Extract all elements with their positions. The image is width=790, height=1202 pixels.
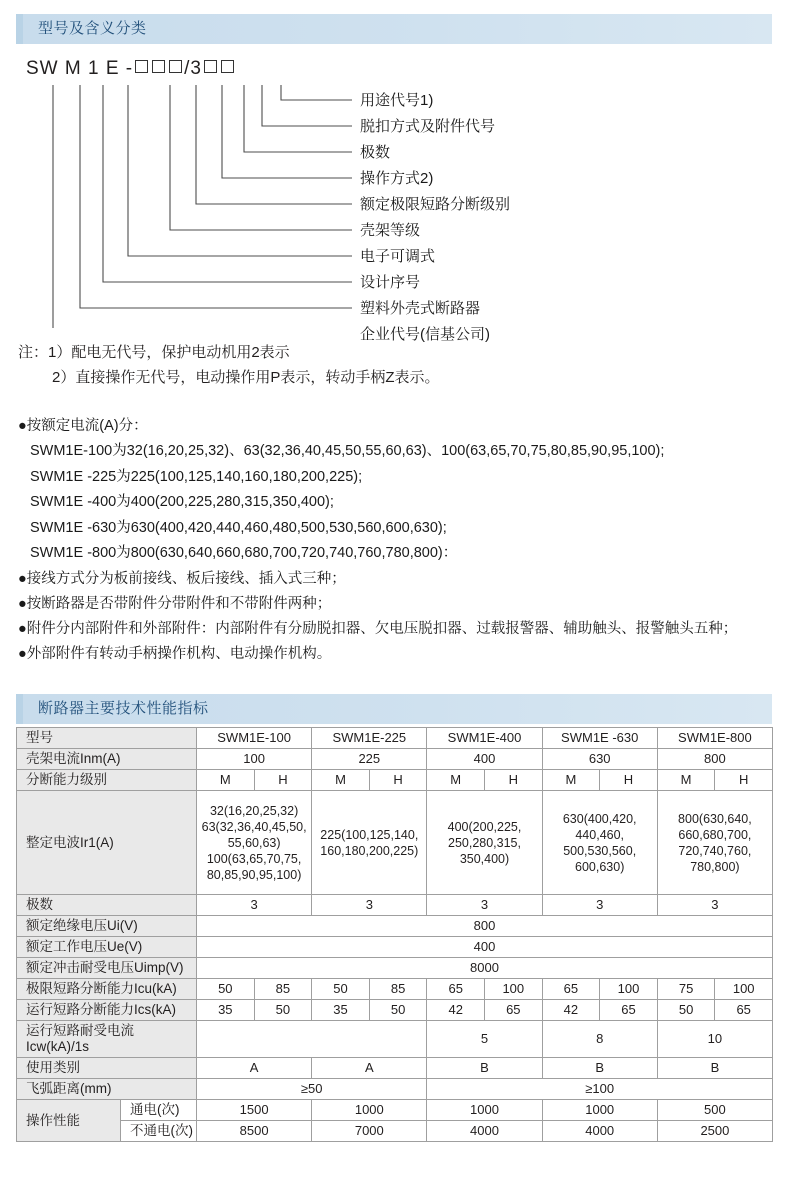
notes-block xyxy=(18,340,758,390)
diagram-label-4: 额定极限短路分断级别 xyxy=(360,196,511,213)
cell-icw-3: 10 xyxy=(657,1021,772,1058)
cell-grade-4: M xyxy=(427,770,485,791)
table-row-icw xyxy=(17,1021,773,1058)
cell-icu-3: 85 xyxy=(369,979,427,1000)
current-line-2: SWM1E -400为400(200,225,280,315,350,400); xyxy=(30,494,334,510)
row-label-uimp: 额定冲击耐受电压Uimp(V) xyxy=(17,958,197,979)
diagram-label-5: 壳架等级 xyxy=(360,222,421,239)
cell-icw-0 xyxy=(197,1021,427,1058)
cell-model-4: SWM1E-800 xyxy=(657,728,772,749)
spec-text-block xyxy=(18,414,778,667)
cell-ics-9: 65 xyxy=(715,1000,773,1021)
cell-model-2: SWM1E-400 xyxy=(427,728,542,749)
cell-inm-2: 400 xyxy=(427,749,542,770)
cell-ir1-4: 800(630,640, 660,680,700, 720,740,760, 780,800) xyxy=(657,791,772,895)
cell-poles-3: 3 xyxy=(542,895,657,916)
cell-inm-1: 225 xyxy=(312,749,427,770)
section-title-model: 型号及含义分类 xyxy=(38,20,147,37)
row-label-icu: 极限短路分断能力Icu(kA) xyxy=(17,979,197,1000)
cell-perf-on-1: 1000 xyxy=(312,1100,427,1121)
note-line-1: 注：1）配电无代号，保护电动机用2表示 xyxy=(18,344,290,361)
model-code-string: SW M 1 E - /3 xyxy=(26,58,236,80)
diagram-label-2: 极数 xyxy=(360,144,391,161)
cell-icw-1: 5 xyxy=(427,1021,542,1058)
cell-ics-1: 50 xyxy=(254,1000,312,1021)
cell-category-4: B xyxy=(657,1058,772,1079)
row-label-grade: 分断能力级别 xyxy=(17,770,197,791)
cell-icu-4: 65 xyxy=(427,979,485,1000)
cell-grade-6: M xyxy=(542,770,600,791)
cell-ics-0: 35 xyxy=(197,1000,255,1021)
cell-grade-5: H xyxy=(485,770,543,791)
cell-uimp-value: 8000 xyxy=(197,958,773,979)
diagram-label-1: 脱扣方式及附件代号 xyxy=(360,118,496,135)
table-row-model xyxy=(17,728,773,749)
cell-category-0: A xyxy=(197,1058,312,1079)
cell-inm-4: 800 xyxy=(657,749,772,770)
table-row-category xyxy=(17,1058,773,1079)
cell-ics-5: 65 xyxy=(485,1000,543,1021)
table-row-uimp xyxy=(17,958,773,979)
cell-category-1: A xyxy=(312,1058,427,1079)
table-row-perf-off xyxy=(17,1121,773,1142)
diagram-label-3: 操作方式2) xyxy=(360,170,434,187)
row-label-inm: 壳架电流Inm(A) xyxy=(17,749,197,770)
cell-perf-on-3: 1000 xyxy=(542,1100,657,1121)
cell-ics-7: 65 xyxy=(600,1000,658,1021)
current-line-1: SWM1E -225为225(100,125,140,160,180,200,225); xyxy=(30,468,363,485)
cell-grade-7: H xyxy=(600,770,658,791)
row-label-ir1: 整定电波Ir1(A) xyxy=(17,791,197,895)
cell-perf-off-4: 2500 xyxy=(657,1121,772,1142)
cell-model-3: SWM1E -630 xyxy=(542,728,657,749)
cell-icu-5: 100 xyxy=(485,979,543,1000)
cell-icu-6: 65 xyxy=(542,979,600,1000)
cell-icu-8: 75 xyxy=(657,979,715,1000)
diagram-label-7: 设计序号 xyxy=(360,274,421,291)
table-row-ue xyxy=(17,937,773,958)
cell-arc-1: ≥100 xyxy=(427,1079,773,1100)
cell-perf-on-2: 1000 xyxy=(427,1100,542,1121)
row-label-ui: 额定绝缘电压Ui(V) xyxy=(17,916,197,937)
cell-inm-3: 630 xyxy=(542,749,657,770)
section-title-specs: 断路器主要技术性能指标 xyxy=(38,700,209,717)
cell-poles-4: 3 xyxy=(657,895,772,916)
bullet-0: ●接线方式分为板前接线、板后接线、插入式三种； xyxy=(18,570,346,587)
cell-perf-on-0: 1500 xyxy=(197,1100,312,1121)
current-line-4: SWM1E -800为800(630,640,660,680,700,720,740,760,780,800)： xyxy=(30,545,458,561)
cell-model-1: SWM1E-225 xyxy=(312,728,427,749)
row-label-category: 使用类别 xyxy=(17,1058,197,1079)
current-rating-heading: ●按额定电流(A)分： xyxy=(18,418,148,434)
cell-ics-6: 42 xyxy=(542,1000,600,1021)
table-row-ui xyxy=(17,916,773,937)
cell-icu-0: 50 xyxy=(197,979,255,1000)
cell-icu-1: 85 xyxy=(254,979,312,1000)
row-label-perf: 操作性能 xyxy=(17,1100,121,1142)
cell-grade-2: M xyxy=(312,770,370,791)
cell-perf-off-2: 4000 xyxy=(427,1121,542,1142)
table-row-inm xyxy=(17,749,773,770)
row-label-arc: 飞弧距离(mm) xyxy=(17,1079,197,1100)
note-line-2: 2）直接操作无代号，电动操作用P表示，转动手柄Z表示。 xyxy=(52,369,440,386)
cell-ics-2: 35 xyxy=(312,1000,370,1021)
header-accent-bar xyxy=(16,14,23,44)
cell-category-3: B xyxy=(542,1058,657,1079)
row-label-icw: 运行短路耐受电流Icw(kA)/1s xyxy=(17,1021,197,1058)
technical-spec-table-wrap xyxy=(16,727,772,1142)
cell-perf-off-3: 4000 xyxy=(542,1121,657,1142)
cell-arc-0: ≥50 xyxy=(197,1079,427,1100)
cell-ir1-2: 400(200,225, 250,280,315, 350,400) xyxy=(427,791,542,895)
current-line-3: SWM1E -630为630(400,420,440,460,480,500,530,560,600,630); xyxy=(30,519,447,536)
cell-grade-1: H xyxy=(254,770,312,791)
cell-icu-9: 100 xyxy=(715,979,773,1000)
cell-ue-value: 400 xyxy=(197,937,773,958)
cell-grade-8: M xyxy=(657,770,715,791)
row-label-ue: 额定工作电压Ue(V) xyxy=(17,937,197,958)
section-header-model-classification xyxy=(16,14,772,44)
header-accent-bar-2 xyxy=(16,694,23,724)
bullet-2: ●附件分内部附件和外部附件：内部附件有分励脱扣器、欠电压脱扣器、过载报警器、辅助触头、报警触头五种； xyxy=(18,620,738,637)
cell-icu-7: 100 xyxy=(600,979,658,1000)
cell-grade-9: H xyxy=(715,770,773,791)
row-label-poles: 极数 xyxy=(17,895,197,916)
cell-ir1-0: 32(16,20,25,32) 63(32,36,40,45,50, 55,60,63) 100(63,65,70,75, 80,85,90,95,100) xyxy=(197,791,312,895)
cell-ir1-3: 630(400,420, 440,460, 500,530,560, 600,630) xyxy=(542,791,657,895)
row-label-perf-off: 不通电(次) xyxy=(121,1121,197,1142)
table-row-grade xyxy=(17,770,773,791)
cell-category-2: B xyxy=(427,1058,542,1079)
row-label-model: 型号 xyxy=(17,728,197,749)
cell-icw-2: 8 xyxy=(542,1021,657,1058)
table-row-poles xyxy=(17,895,773,916)
table-row-arc xyxy=(17,1079,773,1100)
cell-icu-2: 50 xyxy=(312,979,370,1000)
current-line-0: SWM1E-100为32(16,20,25,32)、63(32,36,40,45,50,55,60,63)、100(63,65,70,75,80,85,90,95,100); xyxy=(30,443,665,459)
cell-ics-8: 50 xyxy=(657,1000,715,1021)
cell-inm-0: 100 xyxy=(197,749,312,770)
cell-ics-4: 42 xyxy=(427,1000,485,1021)
cell-ir1-1: 225(100,125,140, 160,180,200,225) xyxy=(312,791,427,895)
cell-perf-off-1: 7000 xyxy=(312,1121,427,1142)
diagram-label-0: 用途代号1) xyxy=(360,92,434,109)
cell-poles-1: 3 xyxy=(312,895,427,916)
table-row-ir1 xyxy=(17,791,773,895)
cell-ics-3: 50 xyxy=(369,1000,427,1021)
cell-grade-3: H xyxy=(369,770,427,791)
table-row-perf-on xyxy=(17,1100,773,1121)
cell-grade-0: M xyxy=(197,770,255,791)
model-code-diagram xyxy=(0,58,790,343)
table-row-ics xyxy=(17,1000,773,1021)
diagram-label-9: 企业代号(信基公司) xyxy=(360,326,490,343)
cell-poles-2: 3 xyxy=(427,895,542,916)
bullet-1: ●按断路器是否带附件分带附件和不带附件两种； xyxy=(18,595,332,612)
bullet-3: ●外部附件有转动手柄操作机构、电动操作机构。 xyxy=(18,645,332,662)
section-header-tech-specs xyxy=(16,694,772,724)
cell-perf-on-4: 500 xyxy=(657,1100,772,1121)
diagram-label-8: 塑料外壳式断路器 xyxy=(360,300,481,317)
cell-ui-value: 800 xyxy=(197,916,773,937)
diagram-label-6: 电子可调式 xyxy=(360,248,436,265)
cell-perf-off-0: 8500 xyxy=(197,1121,312,1142)
technical-spec-table xyxy=(16,727,773,1142)
row-label-ics: 运行短路分断能力Ics(kA) xyxy=(17,1000,197,1021)
cell-model-0: SWM1E-100 xyxy=(197,728,312,749)
table-row-icu xyxy=(17,979,773,1000)
cell-poles-0: 3 xyxy=(197,895,312,916)
row-label-perf-on: 通电(次) xyxy=(121,1100,197,1121)
